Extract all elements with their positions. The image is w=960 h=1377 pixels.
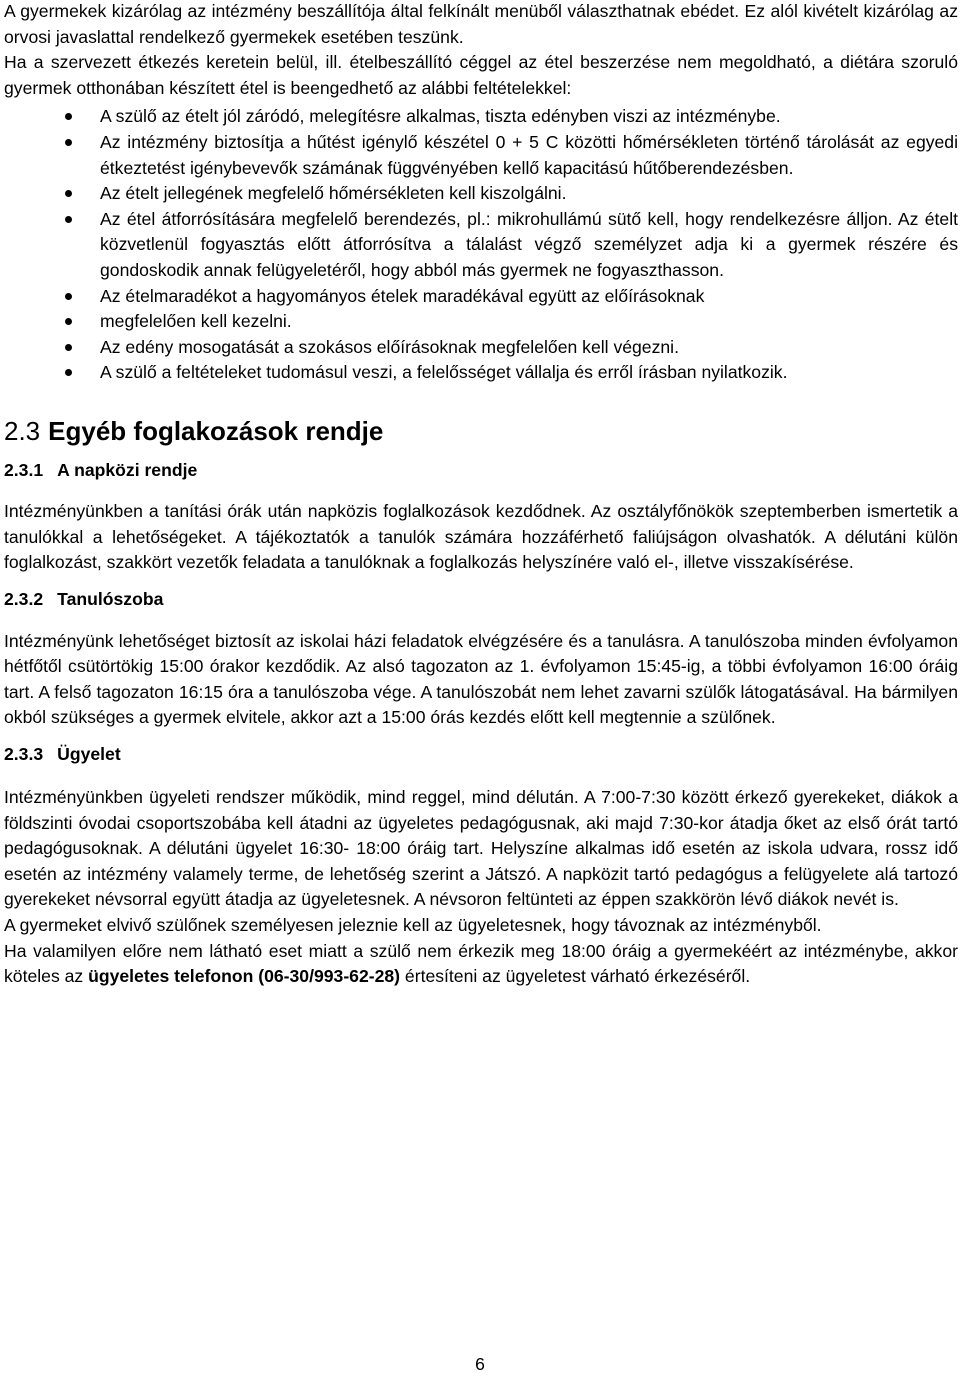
intro-paragraph-1: A gyermekek kizárólag az intézmény beszállítója által felkínált menüből választhatnak ebédet. Ez alól kivételt kizárólag az orvosi javaslattal rendelkező gyermekek esetében teszünk.	[4, 1, 958, 47]
bullet-icon	[65, 318, 72, 325]
list-item	[4, 207, 958, 284]
list-item-text: Az edény mosogatását a szokásos előírásoknak megfelelően kell végezni.	[100, 336, 679, 357]
intro-paragraph-2: Ha a szervezett étkezés keretein belül, ill. ételbeszállító céggel az étel beszerzése nem megoldható, a diétára szoruló gyermek otthonában készített étel is beengedhető az alábbi feltételekkel:	[4, 52, 958, 98]
bullet-icon	[65, 216, 72, 223]
section-paragraph: A gyermeket elvivő szülőnek személyesen jeleznie kell az ügyeletesnek, hogy távoznak az intézményből.	[4, 915, 822, 936]
bullet-icon	[65, 113, 72, 120]
emergency-phone-text: ügyeletes telefonon (06-30/993-62-28)	[88, 966, 401, 987]
list-item	[4, 335, 958, 361]
section-body-2-3-1: Intézményünkben a tanítási órák után napközis foglalkozások kezdődnek. Az osztályfőnökök szeptemberben ismertetik a tanulókkal a lehetőségeket. A tájékoztatók a tanulók számára hozzáférhető faliújságon olvashatók. A délutáni külön foglalkozást, szakkört vezetők feladata a tanulóknak a foglalkozás helyszínére való el-, illetve visszakísérése.	[4, 500, 958, 573]
section-number: 2.3.3	[4, 744, 44, 765]
document-page	[4, 0, 958, 990]
list-item	[4, 309, 958, 335]
section-title: A napközi rendje	[57, 459, 198, 480]
list-item-text: Az ételmaradékot a hagyományos ételek maradékával együtt az előírásoknak	[100, 285, 705, 306]
list-item-text: Az ételt jellegének megfelelő hőmérsékleten kell kiszolgálni.	[100, 183, 567, 204]
section-number: 2.3.2	[4, 588, 44, 609]
paragraph-text: értesíteni az ügyeletest várható érkezéséről.	[400, 966, 751, 987]
list-item-text: A szülő az ételt jól záródó, melegítésre alkalmas, tiszta edényben viszi az intézménybe.	[100, 106, 781, 127]
section-paragraph	[4, 939, 958, 990]
bullet-icon	[65, 190, 72, 197]
section-number: 2.3	[4, 415, 41, 446]
paragraph-text: Ha valamilyen előre nem látható eset miatt a szülő nem érkezik meg 18:00 óráig a gyermekéért az intézménybe, akkor köteles az	[4, 940, 958, 987]
section-heading-2-3-2	[4, 588, 958, 610]
list-item-text: Az intézmény biztosítja a hűtést igénylő készétel 0 + 5 C közötti hőmérsékleten történő tárolását az egyedi étkeztetést igénybevevők számának függvényében kellő kapacitású hűtőberendezésben.	[100, 131, 958, 178]
list-item	[4, 284, 958, 310]
section-body-2-3-3	[4, 785, 958, 990]
section-title: Egyéb foglakozások rendje	[48, 415, 384, 446]
section-title: Tanulószoba	[57, 588, 164, 609]
bullet-icon	[65, 293, 72, 300]
bullet-icon	[65, 344, 72, 351]
bullet-icon	[65, 139, 72, 146]
bullet-icon	[65, 369, 72, 376]
list-item	[4, 104, 958, 130]
page-number: 6	[475, 1354, 485, 1374]
section-heading-2-3-3	[4, 743, 958, 765]
list-item-text: Az étel átforrósítására megfelelő berendezés, pl.: mikrohullámú sütő kell, hogy rendelkezésre álljon. Az ételt közvetlenül fogyasztás előtt átforrósítva a tálalást végző személyzet adja ki a gyermek részére és gondoskodik annak felügyeletéről, hogy abból más gyermek ne fogyaszthasson.	[100, 208, 958, 280]
list-item	[4, 181, 958, 207]
section-heading-2-3	[4, 415, 958, 447]
section-body-2-3-2: Intézményünk lehetőséget biztosít az iskolai házi feladatok elvégzésére és a tanulásra. A tanulószoba minden évfolyamon hétfőtől csütörtökig 15:00 órakor kezdődik. Az alsó tagozaton az 1. évfolyamon 15:45-ig, a többi évfolyamon 16:00 óráig tart. A felső tagozaton 16:15 óra a tanulószoba vége. A tanulószobát nem lehet zavarni szülők látogatásával. Ha bármilyen okból szükséges a gyermek elvitele, akkor azt a 15:00 órás kezdés előtt kell megtennie a szülőnek.	[4, 630, 958, 728]
list-item	[4, 360, 958, 386]
list-item	[4, 130, 958, 181]
section-title: Ügyelet	[57, 744, 121, 765]
section-paragraph: Intézményünkben ügyeleti rendszer működik, mind reggel, mind délután. A 7:00-7:30 között érkező gyerekeket, diákok a földszinti óvodai csoportszobába kell átadni az ügyeletes pedagógusnak, aki majd 7:30-kor átadja őket az első órát tartó pedagógusoknak. A délutáni ügyelet 16:30- 18:00 óráig tart. Helyszíne alkalmas idő esetén az iskola udvara, rossz idő esetén az intézmény valamely terme, de lehetőség szerint a Játszó. A napközit tartó pedagógus a felügyelete alá tartozó gyerekeket névsorral együtt átadja az ügyeletesnek. A névsoron feltünteti az éppen szakkörön lévő diákok nevét is.	[4, 787, 958, 910]
list-item-text: megfelelően kell kezelni.	[100, 311, 292, 332]
conditions-list	[4, 104, 958, 386]
section-number: 2.3.1	[4, 459, 44, 480]
section-heading-2-3-1	[4, 459, 958, 481]
list-item-text: A szülő a feltételeket tudomásul veszi, a felelősséget vállalja és erről írásban nyilatkozik.	[100, 362, 788, 383]
